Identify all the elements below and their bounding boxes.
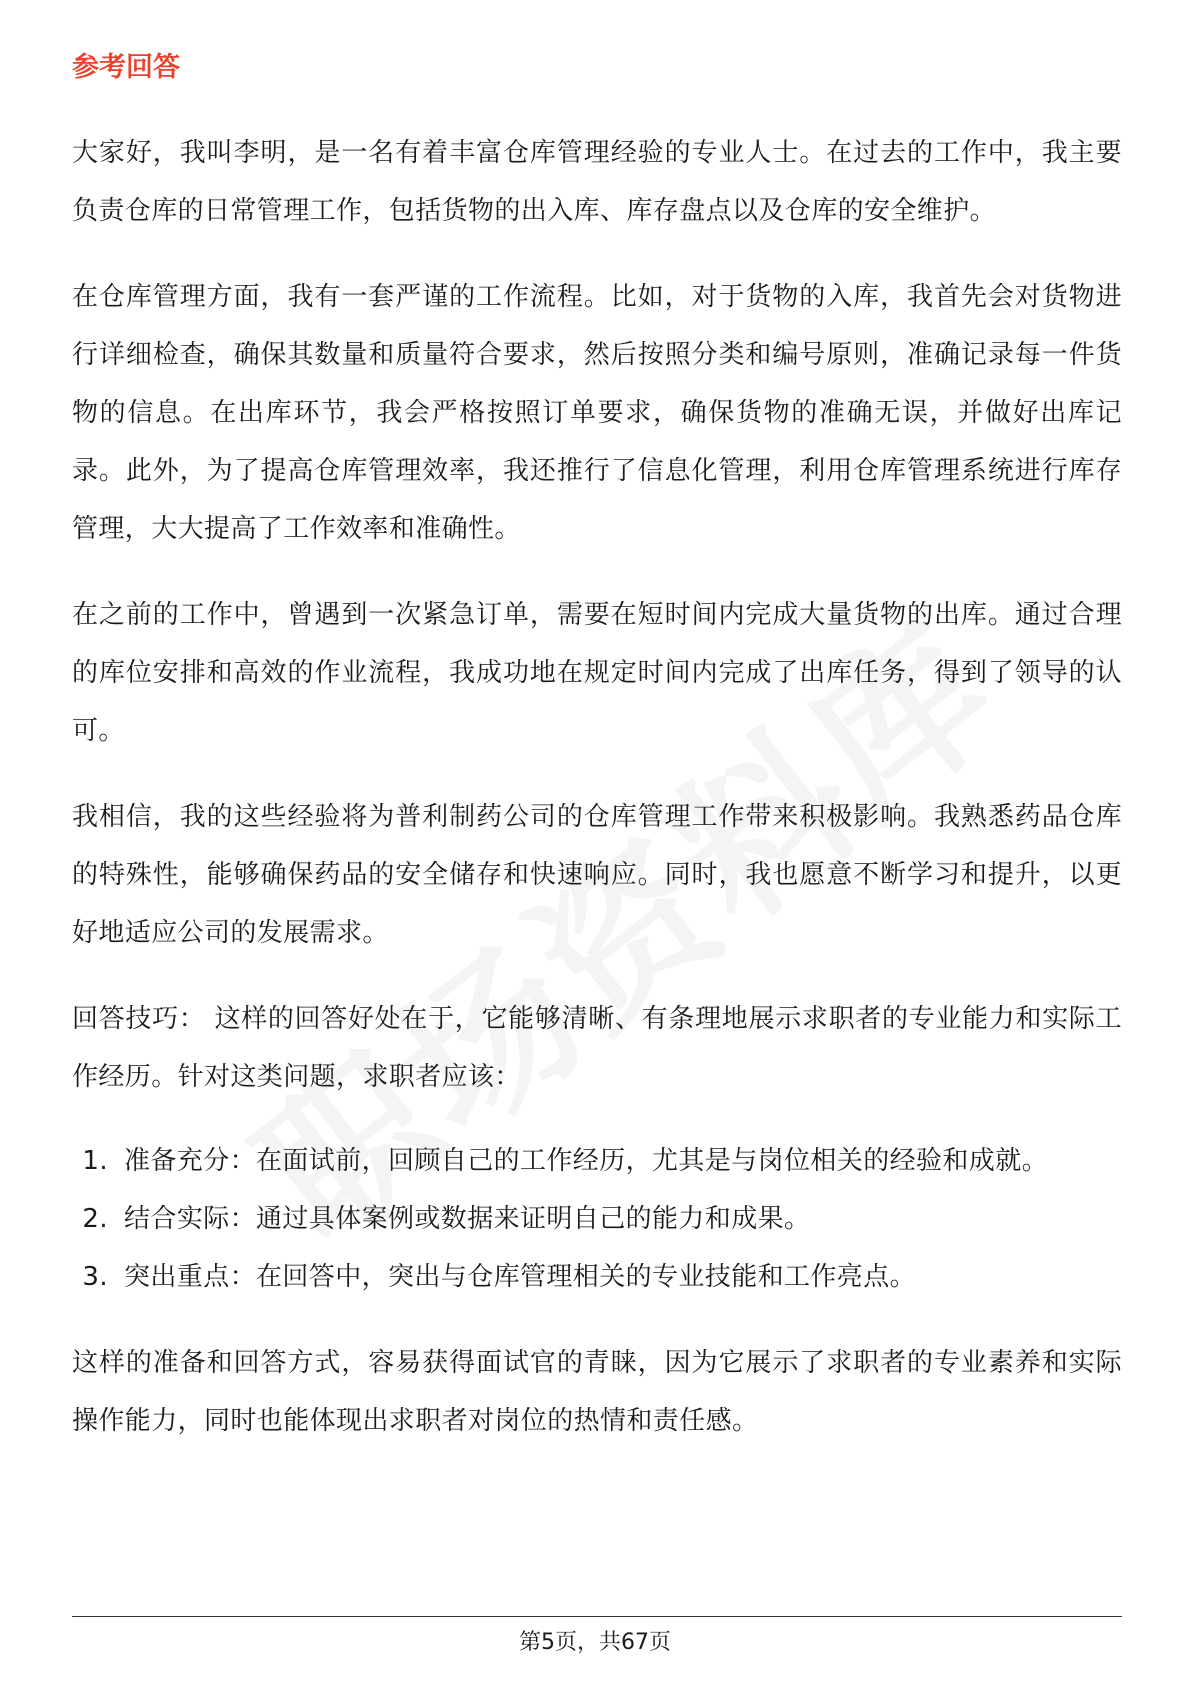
tips-list [72, 1132, 1122, 1306]
tips-list-item [72, 1132, 1122, 1190]
page-indicator: 第5页，共67页 [519, 1630, 671, 1655]
document-page [72, 48, 1122, 1450]
tips-list-number: 3. [82, 1262, 108, 1292]
footer-divider [72, 1616, 1122, 1617]
tips-list-text: 突出重点：在回答中，突出与仓库管理相关的专业技能和工作亮点。 [124, 1262, 917, 1292]
tips-list-number: 1. [82, 1146, 108, 1176]
tips-list-item [72, 1190, 1122, 1248]
tips-list-text: 准备充分：在面试前，回顾自己的工作经历，尤其是与岗位相关的经验和成就。 [124, 1146, 1049, 1176]
paragraph-belief: 我相信，我的这些经验将为普利制药公司的仓库管理工作带来积极影响。我熟悉药品仓库的特殊性，能够确保药品的安全储存和快速响应。同时，我也愿意不断学习和提升，以更好地适应公司的发展需求。 [72, 802, 1122, 948]
paragraph-experience: 在之前的工作中，曾遇到一次紧急订单，需要在短时间内完成大量货物的出库。通过合理的库位安排和高效的作业流程，我成功地在规定时间内完成了出库任务，得到了领导的认可。 [72, 600, 1122, 746]
tips-list-number: 2. [82, 1204, 108, 1234]
paragraph-tips-intro: 回答技巧： 这样的回答好处在于，它能够清晰、有条理地展示求职者的专业能力和实际工作经历。针对这类问题，求职者应该： [72, 1004, 1122, 1092]
tips-list-item [72, 1248, 1122, 1306]
section-heading: 参考回答 [72, 52, 180, 83]
paragraph-intro: 大家好，我叫李明，是一名有着丰富仓库管理经验的专业人士。在过去的工作中，我主要负责仓库的日常管理工作，包括货物的出入库、库存盘点以及仓库的安全维护。 [72, 138, 1122, 226]
paragraph-conclusion: 这样的准备和回答方式，容易获得面试官的青睐，因为它展示了求职者的专业素养和实际操作能力，同时也能体现出求职者对岗位的热情和责任感。 [72, 1348, 1122, 1436]
tips-list-text: 结合实际：通过具体案例或数据来证明自己的能力和成果。 [124, 1204, 811, 1234]
paragraph-process: 在仓库管理方面，我有一套严谨的工作流程。比如，对于货物的入库，我首先会对货物进行详细检查，确保其数量和质量符合要求，然后按照分类和编号原则，准确记录每一件货物的信息。在出库环节，我会严格按照订单要求，确保货物的准确无误，并做好出库记录。此外，为了提高仓库管理效率，我还推行了信息化管理，利用仓库管理系统进行库存管理，大大提高了工作效率和准确性。 [72, 282, 1122, 544]
